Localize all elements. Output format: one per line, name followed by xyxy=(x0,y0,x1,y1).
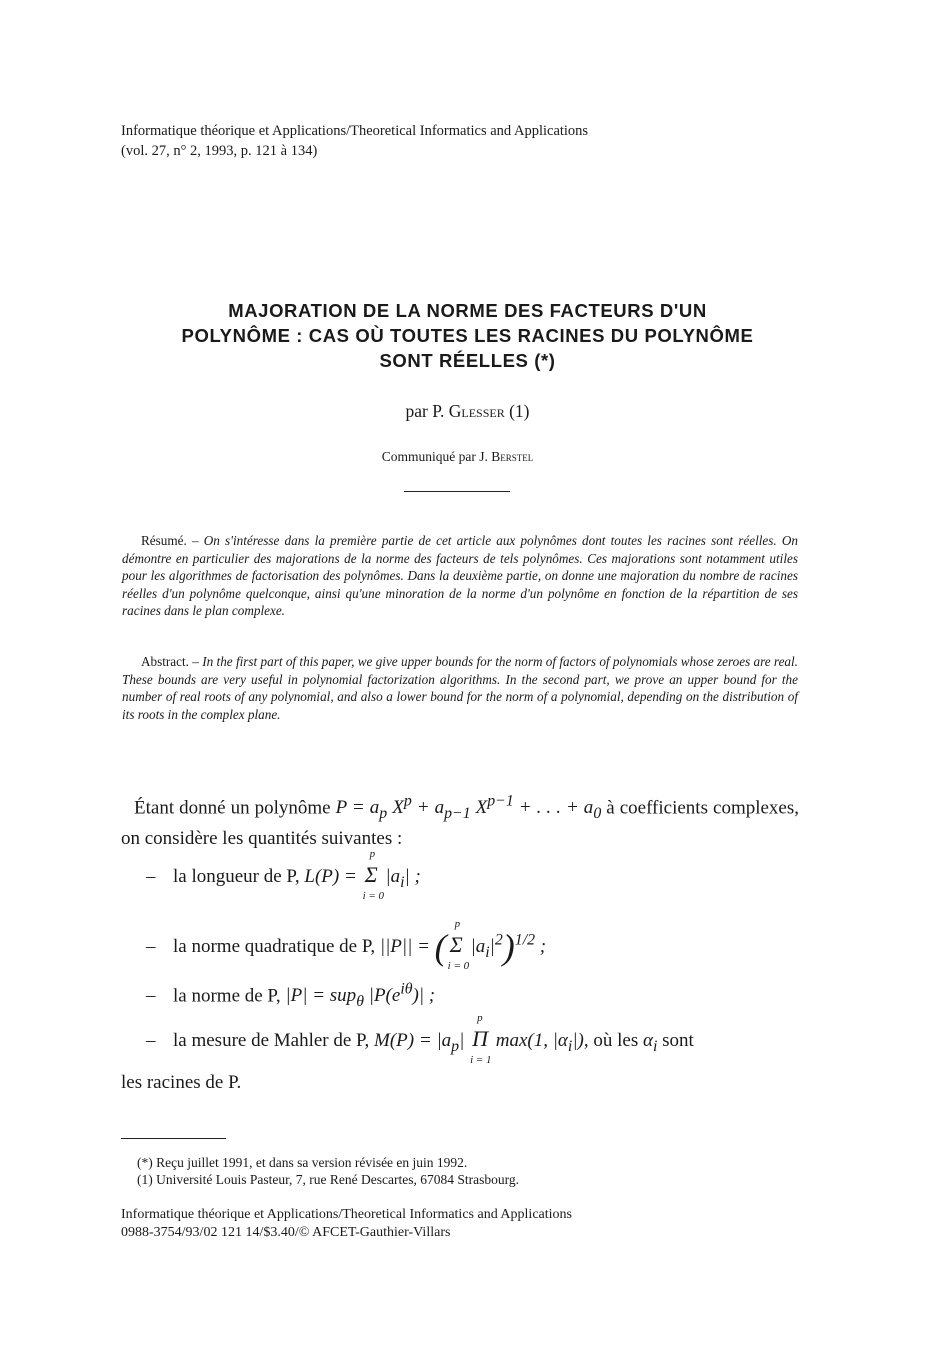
conclusion-line: les racines de P. xyxy=(121,1072,242,1093)
communicated-name: Berstel xyxy=(491,449,534,464)
mahler-formula: $M(P) = |a_p|$ Π p i = 1 max(1, $|\alpha_i|$) xyxy=(374,1012,584,1066)
journal-header xyxy=(121,121,588,161)
title-divider xyxy=(404,491,510,492)
title-line-3: SONT RÉELLES (*) xyxy=(379,350,556,371)
resume-paragraph xyxy=(122,532,798,620)
journal-name: Informatique théorique et Applications/Theoretical Informatics and Applications xyxy=(121,123,589,139)
list-item: – la norme de P, |P| = sup$_\theta$ $|P(e^{i\theta})|$ ; xyxy=(146,981,436,1011)
abstract-text: In the first part of this paper, we give upper bounds for the norm of factors of polynomials whose zeroes are real. These bounds are very useful in polynomial factorization algorithms. In the second part, we prove an upper bound for the number of real roots of any polynomial, and also a lower bound for the norm of a polynomial, depending on the distribution of its roots in the complex plane. xyxy=(122,654,798,722)
journal-volume: (vol. 27, n° 2, 1993, p. 121 à 134) xyxy=(121,143,318,159)
abstract-label: Abstract. – xyxy=(141,654,203,669)
footnote-affiliation: (1) Université Louis Pasteur, 7, rue René Descartes, 67084 Strasbourg. xyxy=(137,1172,520,1187)
page-footer xyxy=(121,1206,572,1241)
length-formula: L(P) = Σ p i = 0 $|a_i|$ ; xyxy=(304,848,421,902)
list-item: – la norme quadratique de P, ||P|| = ( Σ p i = 0 $|a_i|^2)^{1/2}$ ; xyxy=(146,918,547,972)
item-text: la norme de P, xyxy=(173,985,286,1007)
footer-code: 0988-3754/93/02 121 14/$3.40/© AFCET-Gauthier-Villars xyxy=(121,1224,451,1240)
footnote-divider xyxy=(121,1138,226,1139)
author-line xyxy=(0,401,930,422)
item-text: la longueur de P, xyxy=(173,866,305,887)
item-text: la norme quadratique de P, xyxy=(173,936,380,957)
resume-label: Résumé. – xyxy=(141,533,204,548)
author-name: Glesser xyxy=(448,401,505,421)
quadratic-norm-formula: ||P|| = ( Σ p i = 0 $|a_i|^2)^{1/2}$ ; xyxy=(379,918,547,972)
author-prefix: par P. xyxy=(405,401,449,421)
item-tail: , où les $\alpha_i$ sont xyxy=(583,1030,694,1055)
item-text: la mesure de Mahler de P, xyxy=(173,1030,375,1051)
title-line-1: MAJORATION DE LA NORME DES FACTEURS D'UN xyxy=(228,300,707,321)
communicated-prefix: Communiqué par J. xyxy=(381,449,492,464)
norm-formula: |P| = sup$_\theta$ $|P(e^{i\theta})|$ ; xyxy=(285,981,436,1011)
intro-text-a: Étant donné un polynôme xyxy=(134,797,336,819)
footer-journal: Informatique théorique et Applications/Theoretical Informatics and Applications xyxy=(121,1207,572,1222)
intro-text-b: à coefficients complexes, on considère les quantités suivantes : xyxy=(121,797,800,850)
intro-formula: $P = a_p$ $X^p + a_{p-1}$ $X^{p-1}$ + . . . + $a_0$ xyxy=(335,793,602,823)
footnote-received: (*) Reçu juillet 1991, et dans sa version révisée en juin 1992. xyxy=(137,1155,468,1170)
abstract-paragraph xyxy=(122,653,798,723)
list-item: – la longueur de P, L(P) = Σ p i = 0 $|a_i|$ ; xyxy=(146,848,421,902)
title-line-2: POLYNÔME : CAS OÙ TOUTES LES RACINES DU POLYNÔME xyxy=(181,325,754,346)
resume-text: On s'intéresse dans la première partie de cet article aux polynômes dont toutes les racines sont réelles. On démontre en particulier des majorations de la norme des facteurs de tels polynômes. Ces majorations sont notamment utiles pour les algorithmes de factorisation des polynômes. Dans la deuxième partie, on donne une majoration du nombre de racines réelles d'un polynôme quelconque, ainsi qu'une minoration de la norme d'un polynôme en fonction de la répartition de ses racines dans le plan complexe. xyxy=(122,533,798,618)
author-note: (1) xyxy=(509,401,530,421)
article-title xyxy=(100,298,835,373)
intro-paragraph xyxy=(121,789,799,851)
communicated-by xyxy=(0,449,915,465)
list-item: – la mesure de Mahler de P, $M(P) = |a_p|$ Π p i = 1 max(1, $|\alpha_i|$), où les $\alpha_i$ sont xyxy=(146,1012,694,1066)
